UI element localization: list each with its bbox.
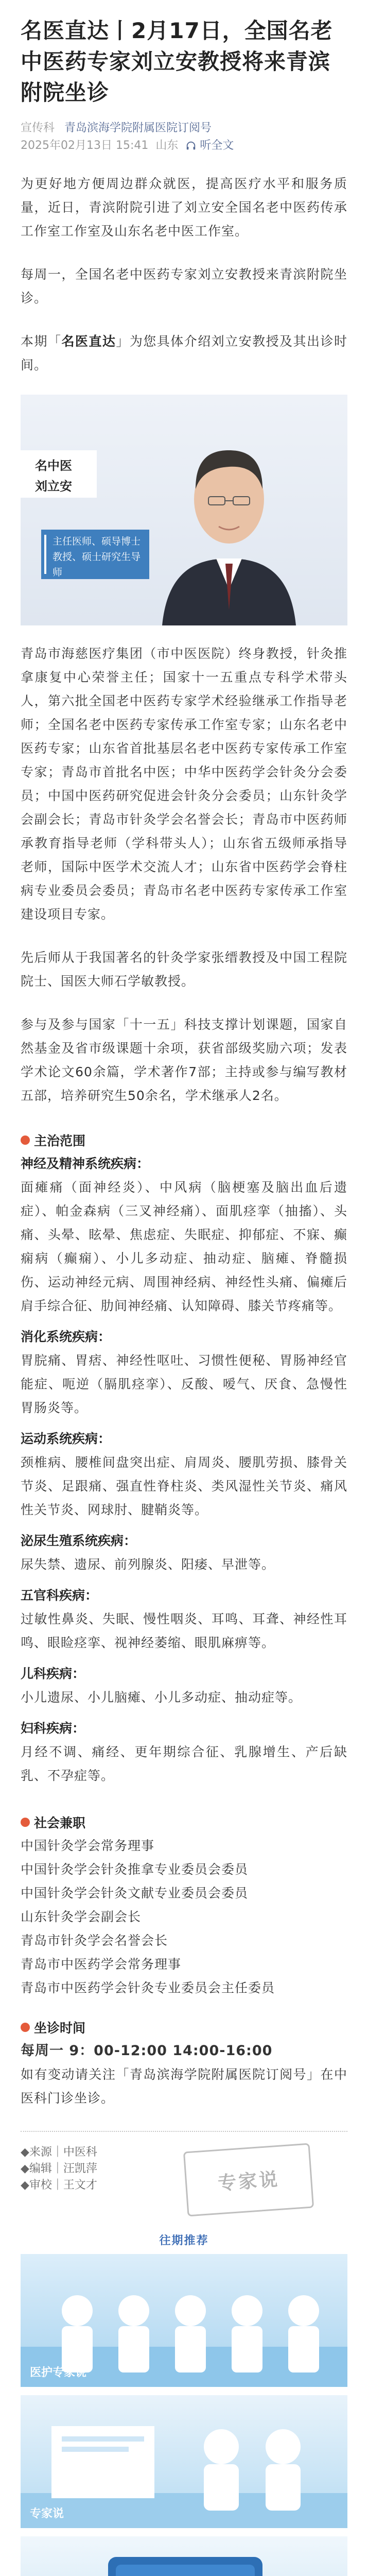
red-dot-icon [21, 1818, 30, 1827]
expert-stamp [183, 2143, 314, 2217]
credit-reviewer: ◆审校｜王文才 [21, 2179, 97, 2192]
recommend-item-1[interactable] [21, 2254, 347, 2387]
doctor-card [21, 395, 347, 625]
article-title: 名医直达丨2月17日，全国名老中医药专家刘立安教授将来青滨附院坐诊 [21, 18, 333, 105]
article-date: 2025年02月13日 15:41 [21, 139, 149, 152]
expertise-section [0, 1128, 368, 1152]
recommend-label-2: 专家说 [30, 2507, 64, 2520]
headphone-icon [185, 140, 197, 151]
society-section [0, 1810, 368, 1834]
expertise-group-body: 尿失禁、遗尿、前列腺炎、阳痿、早泄等。 [21, 1557, 275, 1572]
red-dot-icon [21, 1136, 30, 1145]
intro-paragraph-2: 每周一，全国名老中医药专家刘立安教授来青滨附院坐诊。 [21, 267, 347, 306]
doctor-portrait [152, 404, 306, 625]
expertise-list [0, 1152, 368, 1795]
schedule-heading: 坐诊时间 [21, 2015, 347, 2039]
article-meta [0, 108, 368, 155]
credit-source: ◆来源｜中医科 [21, 2146, 97, 2159]
expertise-group-title: 儿科疾病： [21, 1666, 85, 1681]
listen-label: 听全文 [200, 139, 234, 152]
expertise-group-body: 颈椎病、腰椎间盘突出症、肩周炎、腰肌劳损、膝骨关节炎、足跟痛、强直性脊柱炎、类风湿性关节炎、痛风性关节炎、网球肘、腱鞘炎等。 [21, 1455, 347, 1517]
society-item: 青岛市中医药学会针灸专业委员会主任委员 [21, 1980, 275, 1995]
society-list [0, 1834, 368, 2000]
red-dot-icon [21, 2023, 30, 2032]
doctor-name: 刘立安 [35, 479, 72, 494]
recommend-label-1: 医护专家说 [30, 2366, 87, 2379]
bio-paragraph-1: 青岛市海慈医疗集团（市中医医院）终身教授，针灸推拿康复中心荣誉主任；国家十一五重点专科学术带头人，第六批全国老中医药专家学术经验继承工作指导老师；全国名老中医药专家传承工作室专家；山东名老中医药专家；山东省首批基层名老中医药专家传承工作室专家；青岛市首批名中医；中华中医药学会针灸分会委员；中国中医药研究促进会针灸分会委员；山东针灸学会副会长；青岛市针灸学会名誉会长；青岛市中医药师承教育指导老师（学科带头人）；山东省五级师承指导老师，国际中医学术交流人才；山东省中医药学会脊柱病专业委员会委员；青岛市名老中医药专家传承工作室建设项目专家。 [21, 646, 347, 922]
expertise-group-body: 小儿遗尿、小儿脑瘫、小儿多动症、抽动症等。 [21, 1690, 302, 1705]
intro-paragraph-3: 本期「名医直达」为您具体介绍刘立安教授及其出诊时间。 [21, 334, 347, 372]
society-item: 青岛市针灸学会名誉会长 [21, 1933, 168, 1948]
expertise-group-title: 运动系统疾病： [21, 1431, 111, 1446]
doctor-name-box [21, 450, 97, 498]
expertise-group-title: 神经及精神系统疾病： [21, 1156, 150, 1171]
doctor-role: 名中医 [35, 459, 72, 473]
article-location: 山东 [155, 139, 179, 152]
expertise-heading: 主治范围 [21, 1128, 347, 1152]
society-item: 青岛市中医药学会常务理事 [21, 1957, 182, 1972]
schedule-section [0, 2015, 368, 2039]
recommend-illustration [21, 2395, 347, 2528]
article-author: 宣传科 [21, 122, 55, 134]
expertise-group-body: 面瘫痛（面神经炎）、中风病（脑梗塞及脑出血后遗症）、帕金森病（三叉神经痛）、面肌痉挛（抽搐）、头痛、头晕、眩晕、焦虑症、失眠症、抑郁症、不寐、癫痫病（癫痫）、小儿多动症、抽动症、脑瘫、脊髓损伤、运动神经元病、周围神经病、神经性头痛、偏瘫后肩手综合征、肋间神经痛、认知障碍、膝关节疼痛等。 [21, 1180, 347, 1313]
expertise-group-title: 五官科疾病： [21, 1588, 98, 1603]
listen-button[interactable] [185, 137, 234, 155]
intro-paragraph-1: 为更好地方便周边群众就医，提高医疗水平和服务质量，近日，青滨附院引进了刘立安全国名老中医药传承工作室工作室及山东名老中医工作室。 [21, 176, 347, 239]
schedule-note: 如有变动请关注「青岛滨海学院附属医院订阅号」在中医科门诊坐诊。 [21, 2067, 347, 2106]
expertise-group-title: 消化系统疾病： [21, 1329, 111, 1344]
society-item: 中国针灸学会针灸文献专业委员会委员 [21, 1886, 249, 1901]
bio-paragraph-2: 先后师从于我国著名的针灸学家张缙教授及中国工程院院士、国医大师石学敏教授。 [21, 950, 347, 989]
caption-line-1: 主任医师、硕导博士 [52, 536, 141, 547]
caption-line-2: 教授、硕士研究生导师 [52, 551, 141, 578]
society-item: 中国针灸学会针灸推拿专业委员会委员 [21, 1862, 249, 1877]
credit-editor: ◆编辑｜汪凯萍 [21, 2162, 97, 2175]
expertise-group-title: 妇科疾病： [21, 1721, 85, 1736]
recommend-item-3[interactable] [21, 2536, 347, 2576]
expertise-group-title: 泌尿生殖系统疾病： [21, 1533, 137, 1548]
doctor-caption [41, 530, 149, 579]
bio-paragraph-3: 参与及参与国家「十一五」科技支撑计划课题，国家自然基金及省市级课题十余项，获省部级奖励六项；发表学术论文60余篇，学术著作7部；主持或参与编写教材五部，培养研究生50余名，学术继承人2名。 [21, 1017, 347, 1103]
recommend-illustration [21, 2536, 347, 2576]
recommend-item-2[interactable] [21, 2395, 347, 2528]
society-heading: 社会兼职 [21, 1810, 347, 1834]
expertise-group-body: 过敏性鼻炎、失眠、慢性咽炎、耳鸣、耳聋、神经性耳鸣、眼睑痉挛、视神经萎缩、眼肌麻痹等。 [21, 1612, 347, 1650]
expertise-group-body: 胃脘痛、胃痞、神经性呕吐、习惯性便秘、胃肠神经官能症、呃逆（膈肌痉挛）、反酸、嗳气、厌食、急慢性胃肠炎等。 [21, 1353, 347, 1415]
credits-block [0, 2144, 368, 2222]
society-item: 山东针灸学会副会长 [21, 1909, 142, 1924]
schedule-time: 每周一 9：00-12:00 14:00-16:00 [21, 2043, 273, 2059]
recommend-heading: 往期推荐 [159, 2234, 209, 2247]
society-item: 中国针灸学会常务理事 [21, 1838, 155, 1853]
intro-bold: 名医直达 [61, 334, 116, 349]
expertise-group-body: 月经不调、痛经、更年期综合征、乳腺增生、产后缺乳、不孕症等。 [21, 1744, 347, 1783]
stamp-text: 专家说 [217, 2168, 281, 2194]
account-link[interactable]: 青岛滨海学院附属医院订阅号 [64, 122, 212, 134]
